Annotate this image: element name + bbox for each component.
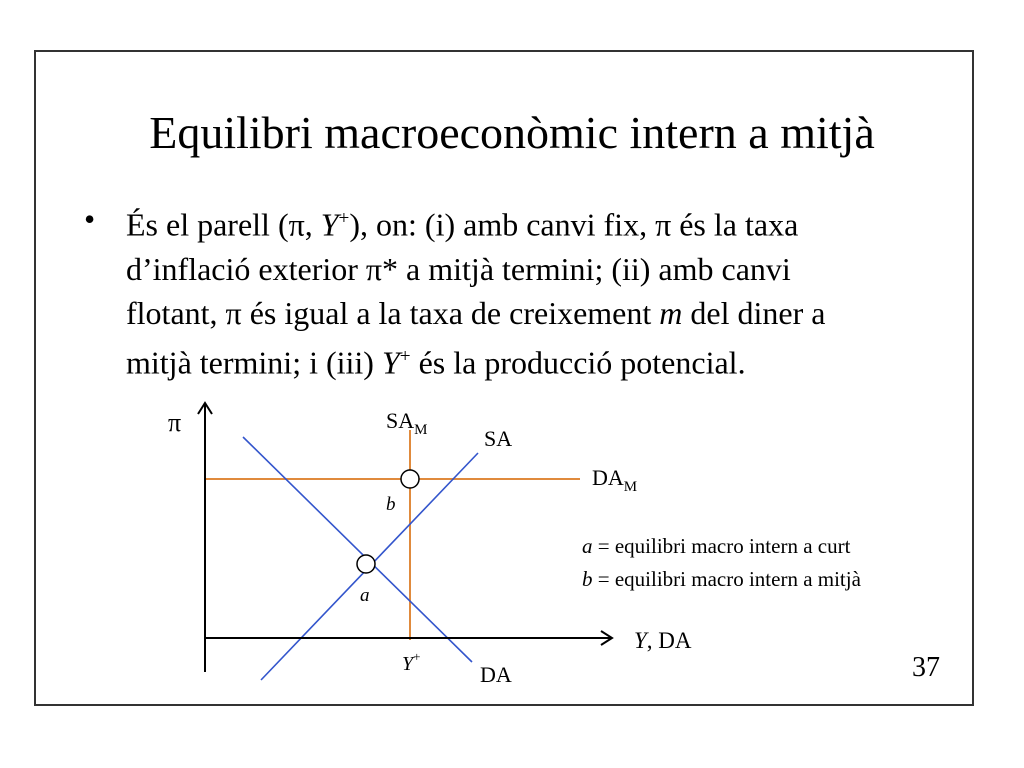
bullet-line-3: flotant, π és igual a la taxa de creixement m del diner a (126, 294, 826, 331)
sa-m-label: $SA_M$ (386, 408, 428, 438)
point-b-marker (401, 470, 419, 488)
point-b-label: b (386, 494, 396, 515)
bullet-line-4: mitjà termini; i (iii) Y+ és la producció potencial. (126, 344, 746, 381)
da-m-label: $DA_M$ (592, 465, 638, 495)
legend-row-b: b = equilibri macro intern a mitjà (582, 567, 861, 591)
y-axis-label: π (168, 408, 182, 437)
da-line (243, 437, 472, 662)
legend-row-a: a = equilibri macro intern a curt (582, 534, 851, 558)
slide-title: Equilibri macroeconòmic intern a mitjà (149, 107, 875, 158)
page-number: 37 (912, 652, 940, 683)
point-a-marker (357, 555, 375, 573)
point-a-label: a (360, 585, 370, 606)
potential-output-label: Y+ (402, 649, 421, 675)
bullet-dot: • (84, 201, 96, 237)
bullet-line-1: És el parell (π, Y+), on: (i) amb canvi fix, π és la taxa (126, 206, 799, 243)
diagram-legend (582, 530, 861, 596)
x-axis-label: Y, DA (634, 628, 692, 653)
sa-label: SA (484, 426, 513, 451)
bullet-line-2: d’inflació exterior π* a mitjà termini; (ii) amb canvi (126, 250, 791, 287)
da-label: DA (480, 662, 512, 687)
